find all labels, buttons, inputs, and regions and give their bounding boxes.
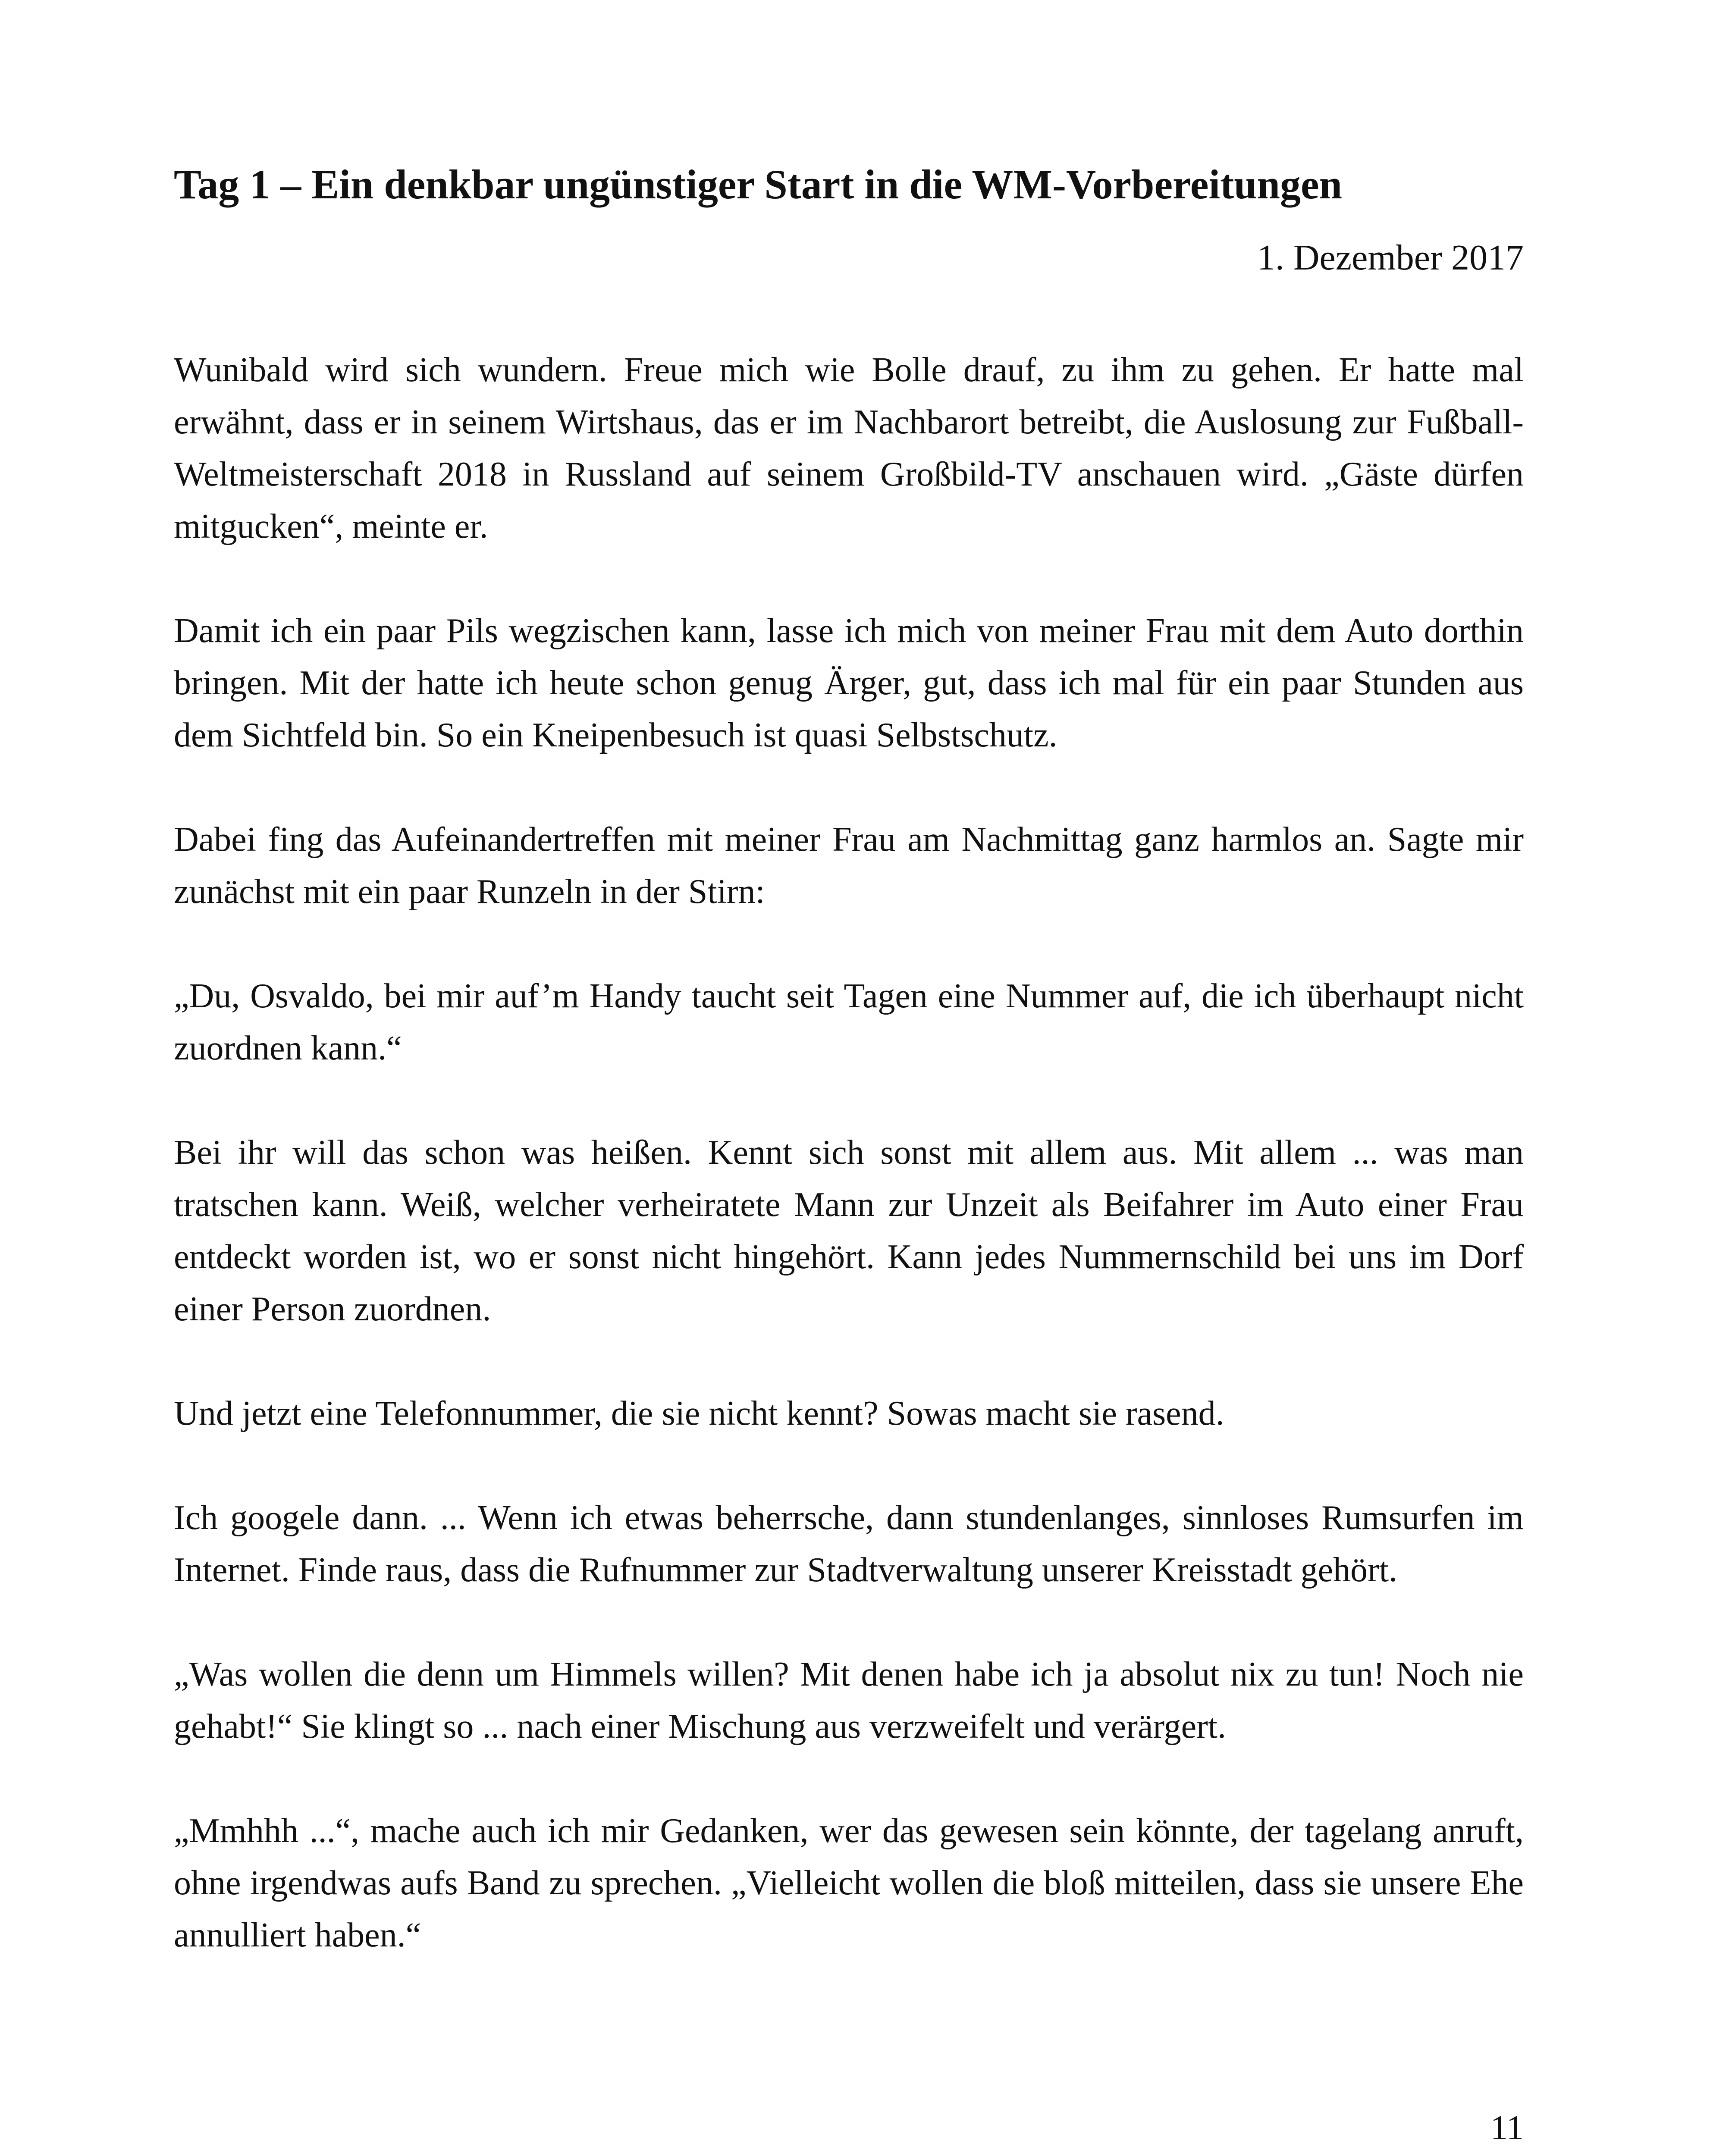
chapter-title: Tag 1 – Ein denkbar ungünstiger Start in die WM-Vorbereitungen — [174, 161, 1342, 207]
page-number: 11 — [1490, 2109, 1524, 2147]
paragraph: „Du, Osvaldo, bei mir auf’m Handy taucht seit Tagen eine Nummer auf, die ich überhaupt nicht zuordnen kann.“ — [174, 977, 1524, 1067]
paragraph: Dabei fing das Aufeinandertreffen mit meiner Frau am Nachmittag ganz harmlos an. Sagte mir zunächst mit ein paar Runzeln in der Stirn: — [174, 821, 1524, 911]
body-text — [174, 344, 1524, 2014]
paragraph: Bei ihr will das schon was heißen. Kennt sich sonst mit allem aus. Mit allem ... was man tratschen kann. Weiß, welcher verheiratete Mann zur Unzeit als Beifahrer im Auto einer Frau entdeckt worden ist, wo er sonst nicht hingehört. Kann jedes Nummernschild bei uns im Dorf einer Person zuordnen. — [174, 1134, 1524, 1328]
paragraph: „Mmhhh ...“, mache auch ich mir Gedanken, wer das gewesen sein könnte, der tagelang anruft, ohne irgendwas aufs Band zu sprechen. „Vielleicht wollen die bloß mitteilen, dass sie unsere Ehe annulliert haben.“ — [174, 1812, 1524, 1954]
paragraph: „Was wollen die denn um Himmels willen? Mit denen habe ich ja absolut nix zu tun! Noch nie gehabt!“ Sie klingt so ... nach einer Mischung aus verzweifelt und verärgert. — [174, 1655, 1524, 1745]
paragraph: Und jetzt eine Telefonnummer, die sie nicht kennt? Sowas macht sie rasend. — [174, 1395, 1224, 1432]
paragraph: Ich googele dann. ... Wenn ich etwas beherrsche, dann stundenlanges, sinnloses Rumsurfen im Internet. Finde raus, dass die Rufnummer zur Stadtverwaltung unserer Kreisstadt gehört. — [174, 1499, 1524, 1589]
paragraph: Wunibald wird sich wundern. Freue mich wie Bolle drauf, zu ihm zu gehen. Er hatte mal erwähnt, dass er in seinem Wirtshaus, das er im Nachbarort betreibt, die Auslosung zur Fußball-Weltmeisterschaft 2018 in Russland auf seinem Großbild-TV anschauen wird. „Gäste dürfen mitgucken“, meinte er. — [174, 351, 1524, 545]
paragraph: Damit ich ein paar Pils wegzischen kann, lasse ich mich von meiner Frau mit dem Auto dorthin bringen. Mit der hatte ich heute schon genug Ärger, gut, dass ich mal für ein paar Stunden aus dem Sichtfeld bin. So ein Kneipenbesuch ist quasi Selbstschutz. — [174, 612, 1524, 754]
chapter-date: 1. Dezember 2017 — [1257, 238, 1524, 278]
